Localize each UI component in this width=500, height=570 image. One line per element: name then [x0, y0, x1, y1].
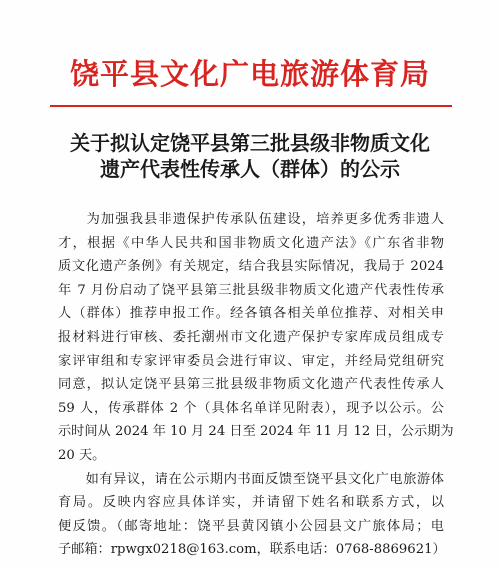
notice-title-line-1: 关于拟认定饶平县第三批县级非物质文化: [70, 131, 430, 155]
paragraph-line: 人（群体）推荐申报工作。经各镇各相关单位推荐、对相关申: [58, 306, 444, 322]
paragraph-line: 质文化遗产条例》有关规定，结合我县实际情况，我局于 2024: [58, 259, 444, 275]
paragraph-1: [58, 208, 454, 468]
paragraph-line: 育局。反映内容应具体详实，并请留下姓名和联系方式，以: [58, 495, 444, 511]
notice-body: [58, 208, 454, 562]
paragraph-line: 年 7 月份启动了饶平县第三批县级非物质文化遗产代表性传承: [58, 282, 444, 298]
paragraph-line: 20 天。: [58, 447, 106, 463]
paragraph-line: 如有异议，请在公示期内书面反馈至饶平县文化广电旅游体: [58, 471, 444, 487]
paragraph-line: 为加强我县非遗保护传承队伍建设，培养更多优秀非遗人: [58, 212, 444, 227]
letterhead-agency-name: 饶平县文化广电旅游体育局: [69, 57, 430, 91]
letterhead-red-rule: [50, 105, 452, 107]
notice-title-line-2: 遗产代表性传承人（群体）的公示: [100, 157, 400, 181]
paragraph-line: 便反馈。（邮寄地址：饶平县黄冈镇小公园县文广旅体局；电: [58, 518, 444, 534]
paragraph-line: 同意，拟认定饶平县第三批县级非物质文化遗产代表性传承人: [58, 377, 444, 393]
notice-title: [0, 130, 500, 182]
paragraph-line: 子邮箱：rpwgx0218@163.com，联系电话：0768-8869621）: [58, 542, 446, 558]
paragraph-2: [58, 468, 444, 562]
paragraph-line: 示时间从 2024 年 10 月 24 日至 2024 年 11 月 12 日，公示期为: [58, 424, 454, 440]
paragraph-line: 才，根据《中华人民共和国非物质文化遗产法》《广东省非物: [58, 235, 444, 251]
paragraph-line: 家评审组和专家评审委员会进行审议、审定，并经局党组研究: [58, 353, 444, 369]
paragraph-line: 报材料进行审核、委托潮州市文化遗产保护专家库成员组成专: [58, 329, 444, 345]
paragraph-line: 59 人，传承群体 2 个（具体名单详见附表），现予以公示。公: [58, 400, 444, 416]
